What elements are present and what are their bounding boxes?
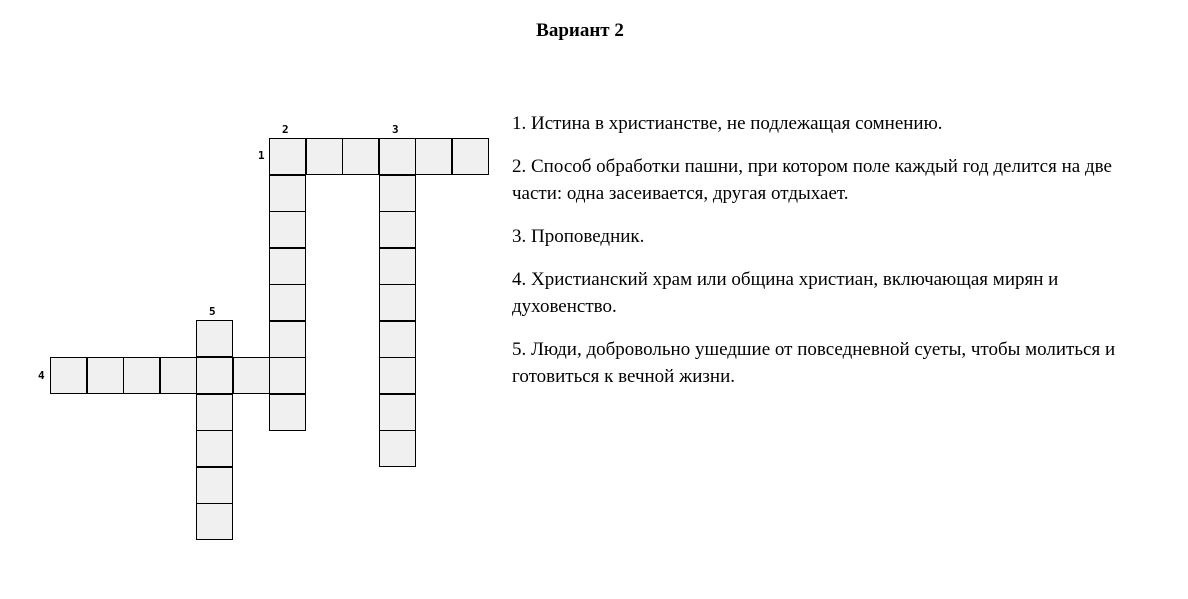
crossword-cell[interactable] <box>123 357 160 394</box>
crossword-cell[interactable] <box>269 284 306 321</box>
crossword-cell[interactable] <box>269 211 306 248</box>
crossword-cell[interactable] <box>379 175 416 212</box>
crossword-cell[interactable] <box>379 394 416 431</box>
crossword-cell[interactable] <box>379 284 416 321</box>
crossword-cell[interactable] <box>379 138 416 175</box>
crossword-cell[interactable] <box>160 357 197 394</box>
clue-item-3: 3. Проповедник. <box>512 226 645 247</box>
crossword-cell[interactable] <box>306 138 343 175</box>
crossword-cell[interactable] <box>196 467 233 504</box>
number-label-2: 2 <box>282 123 289 136</box>
crossword-cell[interactable] <box>379 357 416 394</box>
crossword-cell[interactable] <box>50 357 87 394</box>
crossword-cell[interactable] <box>196 503 233 540</box>
page-title: Вариант 2 <box>536 20 624 41</box>
crossword-cell[interactable] <box>269 321 306 358</box>
crossword-cell[interactable] <box>269 248 306 285</box>
crossword-cell[interactable] <box>196 394 233 431</box>
clue-item-5: 5. Люди, добровольно ушедшие от повседневной суеты, чтобы молиться и готовиться к вечной жизни. <box>512 339 1116 387</box>
crossword-cell[interactable] <box>269 357 306 394</box>
crossword-cell[interactable] <box>379 211 416 248</box>
crossword-cell[interactable] <box>196 430 233 467</box>
crossword-cell[interactable] <box>87 357 124 394</box>
number-label-4: 4 <box>38 369 45 382</box>
crossword-cell[interactable] <box>379 430 416 467</box>
clue-item-1: 1. Истина в христианстве, не подлежащая сомнению. <box>512 113 943 134</box>
number-label-3: 3 <box>392 123 399 136</box>
crossword-cell[interactable] <box>269 138 306 175</box>
number-label-1: 1 <box>258 149 265 162</box>
crossword-cell[interactable] <box>196 357 233 394</box>
crossword-cell[interactable] <box>269 175 306 212</box>
crossword-cell[interactable] <box>452 138 489 175</box>
number-label-5: 5 <box>209 305 216 318</box>
clue-item-4: 4. Христианский храм или община христиан, включающая мирян и духовенство. <box>512 269 1059 317</box>
clue-list <box>512 110 1152 406</box>
crossword-cell[interactable] <box>342 138 379 175</box>
crossword-cell[interactable] <box>233 357 270 394</box>
crossword-cell[interactable] <box>196 320 233 357</box>
crossword-cell[interactable] <box>379 321 416 358</box>
crossword-cell[interactable] <box>379 248 416 285</box>
clue-item-2: 2. Способ обработки пашни, при котором поле каждый год делится на две части: одна засеивается, другая отдыхает. <box>512 156 1112 204</box>
crossword-grid <box>0 0 500 599</box>
crossword-cell[interactable] <box>415 138 452 175</box>
crossword-cell[interactable] <box>269 394 306 431</box>
